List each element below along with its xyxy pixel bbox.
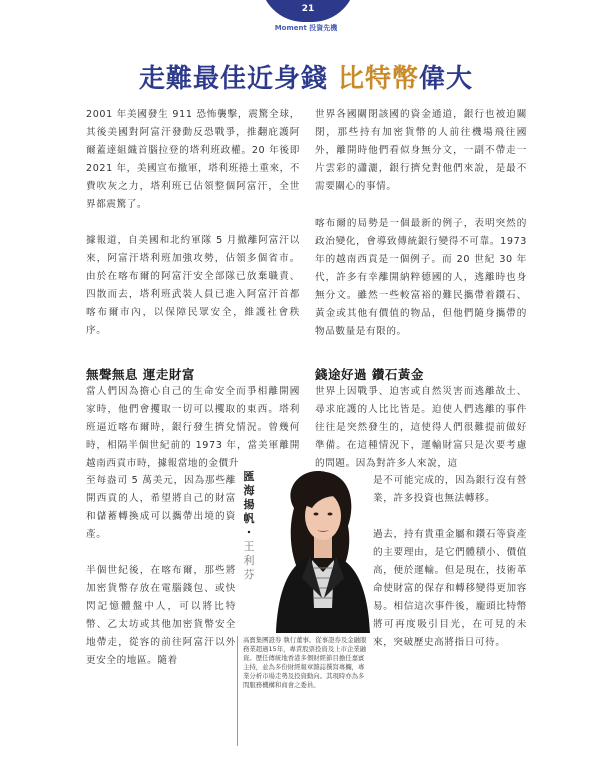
- author-name-char: 利: [243, 554, 255, 567]
- left-paragraph-2: 據報道，自美國和北約軍隊 5 月撤離阿富汗以來，阿富汗塔利班加強攻勢，佔領多個省市。由於在喀布爾的阿富汗安全部隊已放棄職責、四散而去，塔利班武裝人員已進入阿富汗首都喀布爾市內，以保障民眾安全，維護社會秩序。: [86, 235, 300, 336]
- title-part-3: 偉大: [419, 64, 474, 94]
- right-paragraph-3-cont: 是不可能完成的，因為銀行沒有營業，許多投資也無法轉移。: [373, 475, 527, 504]
- author-name-char: 芬: [243, 568, 255, 581]
- section-label: Moment 投資先機: [274, 24, 338, 32]
- left-paragraph-1: 2001 年美國發生 911 恐怖襲擊，震驚全球，其後美國對阿富汗發動反恐戰爭，推翻庇護阿爾蓋達組織首腦拉登的塔利班政權。20 年後即 2021 年，美國宣布撤軍，塔利班捲土重來，不費吹灰之力，塔利班已佔領整個阿富汗，全世界都震驚了。: [86, 109, 300, 210]
- right-paragraph-1: 世界各國關閉該國的資金通道，銀行也被迫關閉，那些持有加密貨幣的人前往機場飛往國外，離開時他們看似身無分文，一副不帶走一片雲彩的瀟灑，銀行擠兌對他們來說，是最不需要關心的事情。: [315, 109, 527, 192]
- left-paragraph-4: 半個世紀後，在喀布爾，那些將加密貨幣存放在電腦錢包、或快閃記憶體盤中人，可以將比特幣、乙太坊或其他加密貨幣安全地帶走，從容的前往阿富汗以外更安全的地區。隨着: [86, 565, 236, 666]
- right-paragraph-4: 過去，持有貴重金屬和鑽石等資產的主要理由，是它們體積小、價值高，便於運輸。但是現在，技術革命使財富的保存和轉移變得更加容易。相信這次事件後，龐頭比特幣將可再度吸引目光，在可見的未來，突破歷史高將指日可待。: [373, 529, 527, 648]
- author-name-char: 揚: [243, 498, 255, 511]
- author-name-char: 王: [243, 540, 255, 553]
- right-subhead: 錢途好過 鑽石黃金: [315, 367, 424, 382]
- title-part-1: 走難最佳近身錢: [138, 64, 328, 94]
- right-paragraph-2: 喀布爾的局勢是一個最新的例子，表明突然的政治變化，會導致傳統銀行變得不可靠。1973 年的越南西貢是一個例子。而 20 世紀 30 年代，許多有幸離開納粹德國的人，逃離時也身無分文。雖然一些較富裕的難民攜帶着鑽石、黃金或其他有價值的物品，但他們隨身攜帶的物品數量是有限的。: [315, 218, 527, 337]
- author-name-char: 匯: [243, 470, 255, 483]
- author-name-vertical: [242, 470, 256, 582]
- author-name-char: 海: [243, 484, 255, 497]
- left-subhead: 無聲無息 運走財富: [86, 367, 195, 382]
- author-bio: 高寶集團證券 執行董事。從事證券及金融服務業超過15年，專責股票投資及上市企業融資。歷任傳統地香港多個財經節目擔任嘉賓主持，並為多份財經報章雜誌撰寫專欄，專業分析市場走勢及投資動向。其現時亦為多間服務機構和商會之委員。: [243, 636, 367, 689]
- left-paragraph-3: 當人們因為擔心自己的生命安全而爭相離開國家時，他們會攫取一切可以攫取的東西。塔利班逼近喀布爾時，銀行發生擠兌情況。曾幾何時，相隔半個世紀前的 1973 年，當美軍離開越南西貢市時，據報當地的金價升: [86, 386, 300, 469]
- author-name-char: ・: [243, 526, 255, 539]
- author-bio-box: [237, 636, 369, 746]
- right-paragraph-3: 世界上因戰爭、迫害或自然災害而逃離故土、尋求庇護的人比比皆是。迫使人們逃離的事件往往是突然發生的，這使得人們很難提前做好準備。在這種情況下，運輸財富只是次要考慮的問題。因為對許多人來說，這: [315, 386, 527, 469]
- left-paragraph-3-cont: 至每盎司 5 萬美元，因為那些離開西貢的人，希望將自己的財富和儲蓄轉換成可以攜帶出境的資產。: [86, 475, 236, 540]
- author-name-char: 帆: [243, 512, 255, 525]
- page-title: [0, 58, 612, 95]
- page-number: 21: [301, 4, 315, 14]
- title-part-2: 比特幣: [338, 64, 420, 94]
